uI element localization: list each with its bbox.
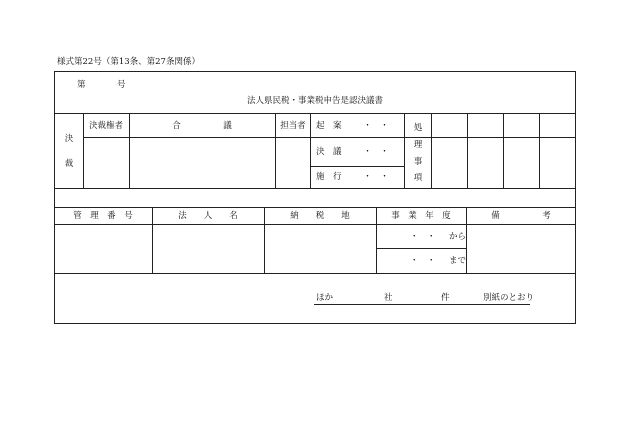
enforcement-date-dots: ・ ・ — [363, 172, 389, 182]
divider — [376, 248, 466, 249]
footer-underline — [314, 304, 530, 305]
divider — [264, 207, 265, 273]
draft-date-dots: ・ ・ — [363, 121, 389, 131]
person-in-charge-header: 担当者 — [280, 121, 306, 131]
fiscal-from-label: から — [449, 232, 467, 242]
form-title: 法人県民税・事業税申告是認決議書 — [246, 96, 384, 106]
enforcement-label: 施 行 — [316, 172, 342, 182]
form-no-prefix: 第 — [77, 80, 86, 90]
authority-header: 決裁権者 — [88, 121, 124, 131]
divider — [310, 113, 311, 188]
approval-side-label-2: 裁 — [64, 159, 74, 169]
form-no-suffix: 号 — [117, 80, 126, 90]
corp-name-header: 法 人 名 — [178, 211, 238, 221]
divider — [54, 188, 576, 189]
footer-item: 件 — [441, 293, 450, 303]
footer-other: ほか — [316, 293, 334, 303]
divider — [83, 113, 84, 188]
divider — [376, 207, 377, 273]
footer-company: 社 — [384, 293, 393, 303]
form-style-label: 様式第22号（第13条、第27条関係） — [57, 57, 200, 67]
decision-label: 決 議 — [316, 147, 342, 157]
decision-date-dots: ・ ・ — [363, 147, 389, 157]
divider — [54, 273, 576, 274]
processing-label-4: 項 — [413, 173, 423, 183]
divider — [539, 113, 540, 188]
divider — [431, 113, 432, 188]
form-frame — [54, 71, 576, 324]
divider — [466, 207, 467, 273]
divider — [503, 113, 504, 188]
fiscal-from-dots: ・ ・ — [410, 232, 436, 242]
processing-label-3: 事 — [413, 157, 423, 167]
divider — [275, 113, 276, 188]
draft-label: 起 案 — [316, 121, 342, 131]
divider — [152, 207, 153, 273]
fiscal-to-label: まで — [449, 256, 467, 266]
divider — [467, 113, 468, 188]
divider — [404, 113, 405, 188]
fiscal-year-header: 事 業 年 度 — [391, 211, 451, 221]
divider — [54, 207, 576, 208]
tax-place-header: 納 税 地 — [290, 211, 350, 221]
divider — [54, 224, 576, 225]
remarks-header: 備 考 — [491, 211, 551, 221]
footer-attachment: 別紙のとおり — [483, 293, 535, 303]
processing-label-2: 理 — [413, 140, 423, 150]
fiscal-to-dots: ・ ・ — [410, 256, 436, 266]
divider — [129, 113, 130, 188]
divider — [310, 166, 404, 167]
approval-side-label-1: 決 — [64, 134, 74, 144]
divider — [54, 113, 576, 114]
consultation-header: 合 議 — [172, 121, 232, 131]
mgmt-no-header: 管 理 番 号 — [73, 211, 133, 221]
processing-label-1: 処 — [413, 123, 423, 133]
